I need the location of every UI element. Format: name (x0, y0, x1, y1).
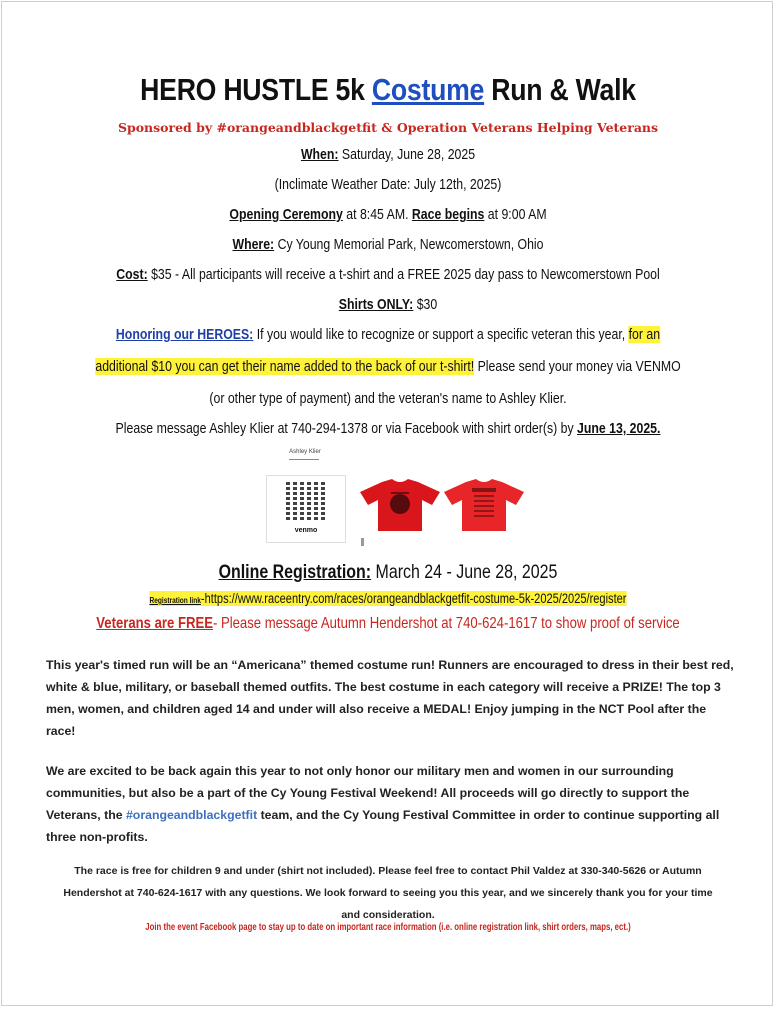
title-part3: Run & Walk (491, 72, 636, 107)
paragraph-contact: The race is free for children 9 and under (shirt not included). Please feel free to contact Phil Valdez at 330-340-5626 or Autumn Hendershot at 740-624-1617 with any questions. We look forward to seeing you this year, and we sincerely thank you for your time and consideration. (63, 865, 713, 921)
registration-line (62, 562, 714, 584)
venmo-qr-code (266, 475, 346, 543)
weather-line: (Inclimate Weather Date: July 12th, 2025) (274, 176, 502, 193)
veterans-free-label: Veterans are FREE (96, 615, 213, 632)
venmo-label: venmo (294, 527, 318, 534)
where-value: Cy Young Memorial Park, Newcomerstown, Ohio (274, 236, 544, 253)
tshirt-front-icon (360, 478, 440, 532)
race-time: at 9:00 AM (484, 206, 547, 223)
shirts-value: $30 (413, 296, 438, 313)
registration-link-line (70, 591, 706, 606)
ceremony-time: at 8:45 AM. (342, 206, 412, 223)
shirt-tag (361, 538, 364, 546)
veterans-free-text: - Please message Autumn Hendershot at 740-624-1617 to show proof of service (212, 615, 680, 632)
shirts-line (70, 296, 706, 313)
registration-url[interactable]: -https://www.raceentry.com/races/orangeandblackgetfit-costume-5k-2025/2025/register (200, 591, 627, 606)
when-line (70, 146, 706, 163)
qr-caption-underline (289, 459, 319, 460)
cost-line (70, 266, 706, 283)
title-part1: HERO HUSTLE 5k (140, 72, 365, 107)
paragraph-americana: This year's timed run will be an “Americana” themed costume run! Runners are encouraged to dress in their best red, white & blue, military, or baseball themed outfits. The best costume in each category will receive a PRIZE! The top 3 men, women, and children aged 14 and under will also receive a MEDAL! Enjoy jumping in the NCT Pool after the race! (46, 658, 734, 738)
honoring-line-3: (or other type of payment) and the veteran's name to Ashley Klier. (209, 390, 567, 407)
shirts-label: Shirts ONLY: (338, 296, 414, 313)
qr-caption: Ashley Klier (289, 449, 321, 455)
cost-label: Cost: (116, 266, 148, 283)
registration-dates: March 24 - June 28, 2025 (371, 562, 558, 583)
when-value: Saturday, June 28, 2025 (338, 146, 476, 163)
title-costume: Costume (371, 72, 485, 107)
facebook-fine-print: Join the event Facebook page to stay up to date on important race information (i.e. online registration link, shirt orders, maps, ect.) (145, 922, 631, 933)
veterans-free-line (70, 615, 706, 633)
tshirt-back-icon (444, 478, 524, 532)
where-label: Where: (232, 236, 275, 253)
message-line (70, 420, 706, 437)
honoring-highlight-1: for an (628, 326, 661, 343)
sponsor-line: Sponsored by #orangeandblackgetfit & Operation Veterans Helping Veterans (117, 120, 659, 135)
paragraph-proceeds (46, 760, 736, 848)
ceremony-label: Opening Ceremony (229, 206, 343, 223)
race-begins-label: Race begins (411, 206, 485, 223)
honoring-text1: If you would like to recognize or support a specific veteran this year, (253, 326, 629, 343)
cost-value: $35 - All participants will receive a t-shirt and a FREE 2025 day pass to Newcomerstown Pool (147, 266, 660, 283)
proceeds-text-b: team, and the Cy Young Festival Committee in order to continue supporting all three non-profits. (46, 808, 720, 844)
honoring-highlight-2: additional $10 you can get their name added to the back of our t-shirt! (95, 358, 475, 375)
qr-code-icon (286, 480, 326, 520)
message-deadline: June 13, 2025. (577, 420, 661, 437)
honoring-label: Honoring our HEROES: (115, 326, 254, 343)
page-title (54, 72, 721, 108)
honoring-text2: Please send your money via VENMO (474, 358, 681, 375)
ceremony-line (70, 206, 706, 223)
honoring-line-2 (70, 358, 706, 375)
registration-label: Online Registration: (218, 562, 372, 583)
when-label: When: (300, 146, 339, 163)
proceeds-text-a: We are excited to be back again this year to not only honor our military men and women in our surrounding communities, but also be a part of the Cy Young Festival Weekend! All proceeds will go directly to support the Veterans, the (46, 764, 690, 822)
hashtag-link[interactable]: #orangeandblackgetfit (125, 808, 258, 822)
registration-link-label: Registration link (149, 596, 201, 605)
honoring-line-1 (70, 326, 706, 343)
message-text: Please message Ashley Klier at 740-294-1378 or via Facebook with shirt order(s) by (115, 420, 578, 437)
where-line (70, 236, 706, 253)
